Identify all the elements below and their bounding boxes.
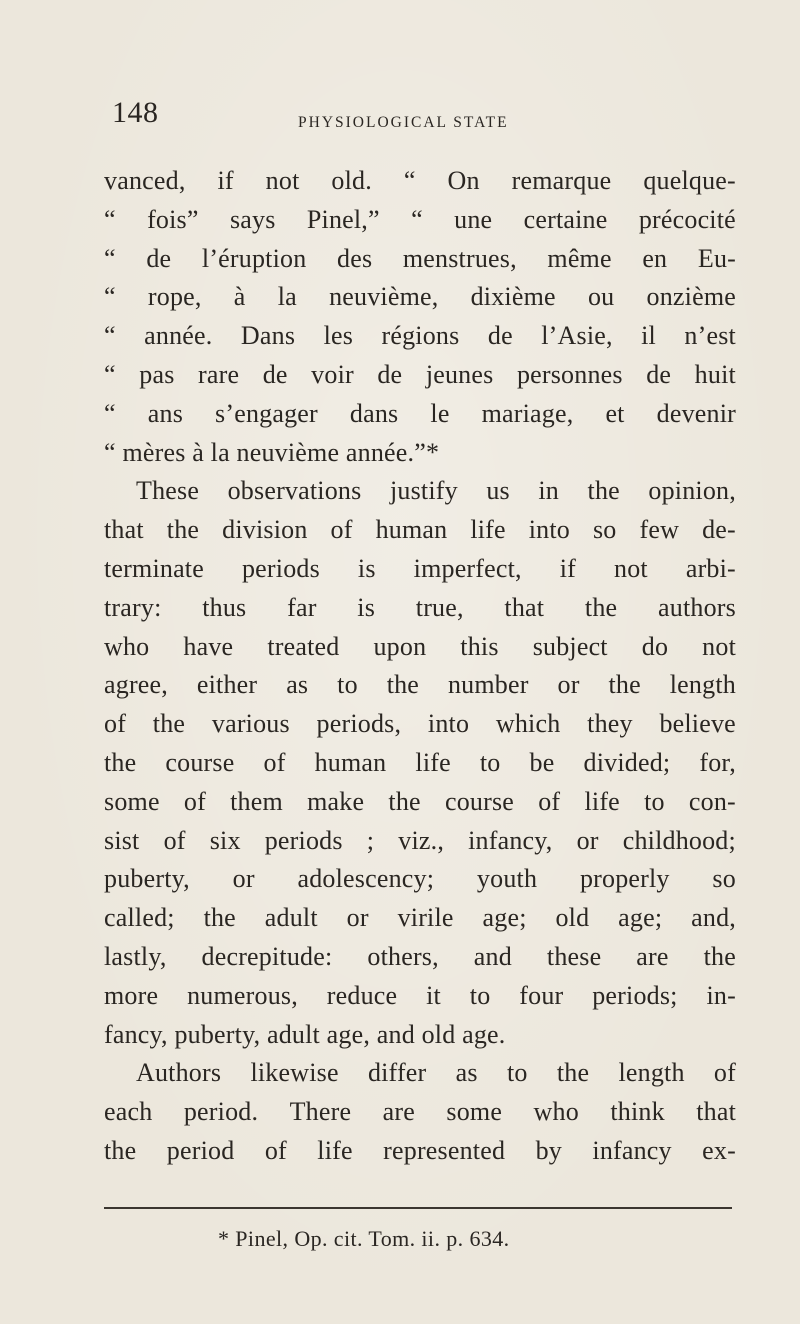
word: and <box>473 941 512 971</box>
word: true, <box>415 592 464 622</box>
word: into <box>427 709 470 739</box>
word: the <box>703 941 736 971</box>
word: de <box>146 243 172 273</box>
word: more <box>104 980 159 1010</box>
word: life <box>470 515 506 545</box>
word: either <box>196 670 258 700</box>
word: opinion, <box>648 476 736 506</box>
word: ans <box>147 398 184 428</box>
text-line <box>104 1132 736 1171</box>
word: viz., <box>398 825 445 855</box>
word: says <box>229 204 276 234</box>
word: periods; <box>592 980 678 1010</box>
word: thus <box>202 592 247 622</box>
word: Dans <box>240 321 296 351</box>
word: who <box>104 631 150 661</box>
word: six <box>209 825 241 855</box>
word: ; <box>366 825 375 855</box>
word: numerous, <box>187 980 298 1010</box>
word: not <box>702 631 736 661</box>
word: voir <box>311 359 354 389</box>
word: Pinel,” <box>306 204 380 234</box>
word: to <box>506 1058 528 1088</box>
word: have <box>183 631 234 661</box>
word: année. <box>144 321 213 351</box>
text-line <box>104 938 736 977</box>
word: to <box>469 980 491 1010</box>
word: There <box>289 1097 352 1127</box>
word: of <box>163 825 186 855</box>
word: “ <box>104 282 116 312</box>
word: de <box>646 359 672 389</box>
word: or <box>576 825 599 855</box>
word: life <box>584 786 620 816</box>
word: called; <box>104 903 175 933</box>
page-header <box>112 96 732 140</box>
text-line <box>104 356 736 395</box>
word: period. <box>183 1097 259 1127</box>
word: pas <box>139 359 175 389</box>
text-line <box>104 666 736 705</box>
word: it <box>426 980 441 1010</box>
text-line <box>104 1093 736 1132</box>
word: that <box>696 1097 736 1127</box>
word: subject <box>532 631 608 661</box>
word: believe <box>659 709 736 739</box>
word: think <box>610 1097 665 1127</box>
word: the <box>166 515 200 545</box>
word: onzième <box>646 282 736 312</box>
word: These <box>136 476 200 506</box>
body-text <box>104 162 736 1171</box>
word: childhood; <box>622 825 736 855</box>
word: and, <box>691 903 736 933</box>
word: de <box>377 359 403 389</box>
word: they <box>587 709 633 739</box>
word: be <box>529 747 555 777</box>
word: is <box>357 553 376 583</box>
word: On <box>447 166 480 195</box>
word: upon <box>373 631 427 661</box>
word: four <box>519 980 564 1010</box>
word: the <box>104 747 137 777</box>
word: neuvième, <box>329 282 439 312</box>
word: treated <box>267 631 340 661</box>
word: s’engager <box>215 398 318 428</box>
word: age; <box>618 903 663 933</box>
word: à <box>233 282 246 312</box>
word: huit <box>694 359 736 389</box>
word: periods, <box>316 709 402 739</box>
word: to <box>337 670 358 700</box>
footnote: * Pinel, Op. cit. Tom. ii. p. 634. <box>218 1226 510 1251</box>
word: by <box>535 1135 562 1165</box>
word: number <box>447 670 529 700</box>
word: differ <box>367 1058 427 1088</box>
word: periods <box>241 553 320 583</box>
text-line <box>104 550 736 589</box>
word: in <box>538 476 559 506</box>
word: of <box>104 709 127 739</box>
word: period <box>166 1135 235 1165</box>
word: or <box>557 670 580 700</box>
word: not <box>265 166 300 195</box>
word: même <box>547 243 612 273</box>
word: “ <box>403 166 416 195</box>
word: infancy <box>592 1135 672 1165</box>
word: far <box>287 592 317 622</box>
word: virile <box>397 903 454 933</box>
word: adult <box>264 903 318 933</box>
word: life <box>317 1135 353 1165</box>
word: are <box>382 1097 415 1127</box>
word: so <box>592 515 617 545</box>
page-number: 148 <box>112 96 159 129</box>
footnote-rule <box>104 1207 732 1209</box>
word: dans <box>349 398 399 428</box>
word: justify <box>389 476 458 506</box>
word: the <box>587 476 620 506</box>
word: not <box>614 553 648 583</box>
word: which <box>495 709 561 739</box>
word: decrepitude: <box>201 941 333 971</box>
word: course <box>444 786 515 816</box>
word: adolescency; <box>297 864 435 894</box>
text-line <box>104 744 736 783</box>
word: fois” <box>147 204 199 234</box>
word: few <box>639 515 680 545</box>
word: régions <box>381 321 460 351</box>
word: division <box>222 515 308 545</box>
word: into <box>528 515 570 545</box>
text-line <box>104 511 736 550</box>
word: old <box>555 903 590 933</box>
word: or <box>346 903 369 933</box>
word: is <box>357 592 376 622</box>
word: the <box>388 786 421 816</box>
text-line <box>104 201 736 240</box>
text-line <box>104 317 736 356</box>
text-line <box>104 589 736 628</box>
word: the <box>203 903 236 933</box>
word: the <box>386 670 420 700</box>
word: “ <box>104 398 116 428</box>
word: sist <box>104 825 140 855</box>
word: are <box>636 941 669 971</box>
word: le <box>430 398 450 428</box>
word: that <box>504 592 545 622</box>
word: jeunes <box>425 359 494 389</box>
word: course <box>165 747 235 777</box>
word: trary: <box>104 592 162 622</box>
word: Authors <box>136 1058 222 1088</box>
word: l’éruption <box>201 243 307 273</box>
text-line <box>104 977 736 1016</box>
text-line <box>104 822 736 861</box>
word: these <box>546 941 602 971</box>
word: “ <box>104 321 116 351</box>
word: puberty, <box>104 864 190 894</box>
word: in- <box>706 980 736 1010</box>
word: ou <box>587 282 615 312</box>
word: rope, <box>147 282 202 312</box>
word: ex- <box>702 1135 736 1165</box>
word: to <box>479 747 501 777</box>
word: of <box>264 1135 287 1165</box>
word: of <box>538 786 561 816</box>
word: do <box>641 631 669 661</box>
word: et <box>605 398 625 428</box>
word: les <box>323 321 354 351</box>
text-line: fancy, puberty, adult age, and old age. <box>104 1019 506 1049</box>
text-line <box>104 1054 736 1093</box>
word: n’est <box>684 321 736 351</box>
word: des <box>337 243 373 273</box>
word: personnes <box>516 359 623 389</box>
word: the <box>104 1135 137 1165</box>
word: if <box>217 166 234 195</box>
word: length <box>669 670 736 700</box>
word: of <box>713 1058 736 1088</box>
word: menstrues, <box>402 243 517 273</box>
word: if <box>559 553 577 583</box>
word: of <box>183 786 206 816</box>
running-head: PHYSIOLOGICAL STATE <box>298 114 509 131</box>
word: “ <box>411 204 423 234</box>
word: the <box>556 1058 590 1088</box>
word: authors <box>658 592 736 622</box>
word: life <box>415 747 451 777</box>
word: human <box>375 515 448 545</box>
word: terminate <box>104 553 204 583</box>
word: or <box>232 864 255 894</box>
word: human <box>314 747 387 777</box>
word: age; <box>482 903 527 933</box>
word: imperfect, <box>413 553 522 583</box>
word: periods <box>264 825 343 855</box>
word: old. <box>331 166 372 195</box>
word: length <box>618 1058 685 1088</box>
word: infancy, <box>468 825 553 855</box>
word: this <box>460 631 499 661</box>
word: some <box>104 786 160 816</box>
word: remarque <box>511 166 612 195</box>
word: reduce <box>326 980 398 1010</box>
word: various <box>211 709 290 739</box>
word: certaine <box>523 204 608 234</box>
word: la <box>277 282 297 312</box>
word: quelque- <box>643 166 736 195</box>
word: some <box>446 1097 503 1127</box>
word: divided; <box>583 747 671 777</box>
text-line <box>104 860 736 899</box>
word: “ <box>104 243 116 273</box>
word: as <box>286 670 309 700</box>
text-line <box>104 240 736 279</box>
word: to <box>644 786 665 816</box>
text-line <box>104 705 736 744</box>
word: youth <box>476 864 538 894</box>
word: them <box>230 786 283 816</box>
word: as <box>455 1058 478 1088</box>
word: rare <box>198 359 240 389</box>
word: the <box>152 709 186 739</box>
word: de- <box>702 515 736 545</box>
word: of <box>330 515 353 545</box>
word: “ <box>104 359 116 389</box>
word: represented <box>383 1135 506 1165</box>
word: the <box>608 670 641 700</box>
text-line <box>104 899 736 938</box>
word: vanced, <box>104 166 186 195</box>
text-line <box>104 395 736 434</box>
word: the <box>584 592 618 622</box>
text-line <box>104 162 736 201</box>
word: make <box>307 786 365 816</box>
word: dixième <box>470 282 556 312</box>
word: de <box>262 359 288 389</box>
word: each <box>104 1097 153 1127</box>
word: agree, <box>104 670 168 700</box>
word: that <box>104 515 144 545</box>
word: mariage, <box>481 398 574 428</box>
word: une <box>454 204 493 234</box>
word: en <box>642 243 668 273</box>
word: l’Asie, <box>541 321 613 351</box>
word: who <box>533 1097 579 1127</box>
word: of <box>263 747 286 777</box>
text-line <box>104 783 736 822</box>
word: likewise <box>250 1058 339 1088</box>
word: arbi- <box>685 553 736 583</box>
word: précocité <box>638 204 736 234</box>
word: “ <box>104 204 116 234</box>
text-line <box>104 472 736 511</box>
word: observations <box>227 476 362 506</box>
word: de <box>487 321 513 351</box>
word: for, <box>699 747 736 777</box>
word: so <box>712 864 736 894</box>
word: devenir <box>656 398 736 428</box>
text-line <box>104 278 736 317</box>
word: us <box>486 476 510 506</box>
text-line <box>104 628 736 667</box>
word: con- <box>688 786 736 816</box>
word: il <box>641 321 656 351</box>
word: others, <box>367 941 439 971</box>
word: lastly, <box>104 941 167 971</box>
word: Eu- <box>697 243 736 273</box>
word: properly <box>579 864 670 894</box>
text-line: “ mères à la neuvième année.”* <box>104 437 440 467</box>
